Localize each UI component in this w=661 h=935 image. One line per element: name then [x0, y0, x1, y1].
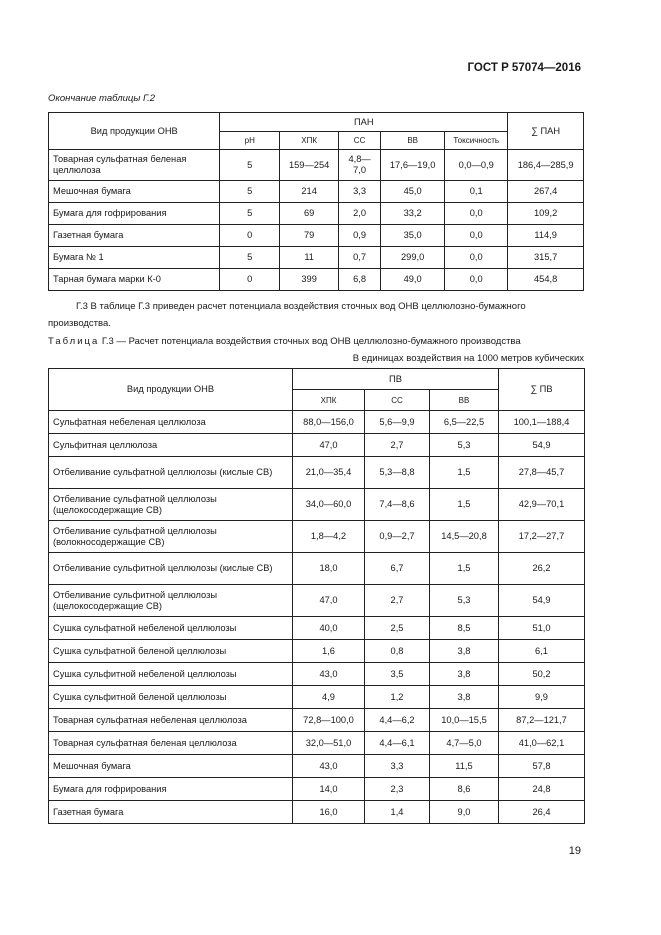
row-label-cell: Товарная сульфатная беленая целлюлоза [49, 732, 293, 755]
table-row [49, 150, 584, 181]
row-label-cell: Бумага для гофрирования [49, 203, 220, 225]
group-header-pv: ПВ [293, 369, 499, 390]
row-label-cell: Газетная бумага [49, 225, 220, 247]
value-cell: 3,8 [430, 663, 499, 686]
value-cell: 2,0 [339, 203, 381, 225]
table-row [49, 755, 585, 778]
value-cell: 1,8—4,2 [293, 521, 365, 553]
value-cell: 16,0 [293, 801, 365, 824]
table-row [49, 732, 585, 755]
column-header-ss: СС [365, 390, 430, 411]
row-label-cell: Отбеливание сульфатной целлюлозы (волокносодержащие СВ) [49, 521, 293, 553]
value-cell: 41,0—62,1 [499, 732, 585, 755]
value-cell: 4,8—7,0 [339, 150, 381, 181]
value-cell: 0,0—0,9 [445, 150, 508, 181]
value-cell: 3,8 [430, 686, 499, 709]
value-cell: 87,2—121,7 [499, 709, 585, 732]
value-cell: 0,0 [445, 269, 508, 291]
row-label-cell: Сушка сульфатной небеленой целлюлозы [49, 617, 293, 640]
column-header-vv: ВВ [381, 132, 445, 150]
table-g3-units: В единицах воздействия на 1000 метров кубических [352, 353, 584, 364]
value-cell: 1,4 [365, 801, 430, 824]
column-header-cod: ХПК [280, 132, 339, 150]
row-label-cell: Сушка сульфатной беленой целлюлозы [49, 640, 293, 663]
value-cell: 43,0 [293, 755, 365, 778]
row-label-cell: Товарная сульфатная небеленая целлюлоза [49, 709, 293, 732]
value-cell: 5,6—9,9 [365, 411, 430, 434]
value-cell: 5 [220, 247, 280, 269]
value-cell: 4,4—6,1 [365, 732, 430, 755]
row-label-cell: Отбеливание сульфатной целлюлозы (щелокосодержащие СВ) [49, 489, 293, 521]
value-cell: 0,0 [445, 225, 508, 247]
column-header-vv: ВВ [430, 390, 499, 411]
value-cell: 88,0—156,0 [293, 411, 365, 434]
table-row [49, 521, 585, 553]
value-cell: 47,0 [293, 585, 365, 617]
value-cell: 79 [280, 225, 339, 247]
value-cell: 72,8—100,0 [293, 709, 365, 732]
value-cell: 69 [280, 203, 339, 225]
doc-code-header: ГОСТ Р 57074—2016 [467, 62, 581, 74]
value-cell: 32,0—51,0 [293, 732, 365, 755]
column-header-toxicity: Токсичность [445, 132, 508, 150]
value-cell: 0,1 [445, 181, 508, 203]
row-label-cell: Мешочная бумага [49, 755, 293, 778]
group-header-pan: ПАН [220, 113, 508, 132]
value-cell: 2,7 [365, 585, 430, 617]
value-cell: 5 [220, 150, 280, 181]
value-cell: 57,8 [499, 755, 585, 778]
value-cell: 186,4—285,9 [508, 150, 584, 181]
value-cell: 40,0 [293, 617, 365, 640]
value-cell: 54,9 [499, 585, 585, 617]
value-cell: 33,2 [381, 203, 445, 225]
table-row [49, 489, 585, 521]
value-cell: 114,9 [508, 225, 584, 247]
value-cell: 0 [220, 269, 280, 291]
value-cell: 0 [220, 225, 280, 247]
table-row [49, 686, 585, 709]
value-cell: 10,0—15,5 [430, 709, 499, 732]
table-row [49, 269, 584, 291]
table-row [49, 457, 585, 489]
row-label-cell: Отбеливание сульфитной целлюлозы (щелокосодержащие СВ) [49, 585, 293, 617]
value-cell: 17,2—27,7 [499, 521, 585, 553]
table-g3 [48, 368, 585, 824]
row-label-cell: Бумага № 1 [49, 247, 220, 269]
value-cell: 0,0 [445, 247, 508, 269]
value-cell: 34,0—60,0 [293, 489, 365, 521]
table-row [49, 553, 585, 585]
value-cell: 8,5 [430, 617, 499, 640]
value-cell: 9,9 [499, 686, 585, 709]
value-cell: 1,6 [293, 640, 365, 663]
value-cell: 299,0 [381, 247, 445, 269]
value-cell: 1,5 [430, 553, 499, 585]
value-cell: 4,4—6,2 [365, 709, 430, 732]
row-label-cell: Отбеливание сульфатной целлюлозы (кислые СВ) [49, 457, 293, 489]
value-cell: 17,6—19,0 [381, 150, 445, 181]
value-cell: 0,0 [445, 203, 508, 225]
value-cell: 3,5 [365, 663, 430, 686]
value-cell: 3,3 [365, 755, 430, 778]
value-cell: 11 [280, 247, 339, 269]
value-cell: 0,8 [365, 640, 430, 663]
value-cell: 214 [280, 181, 339, 203]
value-cell: 8,6 [430, 778, 499, 801]
row-label-cell: Сульфатная небеленая целлюлоза [49, 411, 293, 434]
row-label-cell: Бумага для гофрирования [49, 778, 293, 801]
value-cell: 0,7 [339, 247, 381, 269]
table-row [49, 203, 584, 225]
value-cell: 3,3 [339, 181, 381, 203]
value-cell: 54,9 [499, 434, 585, 457]
table-row [49, 247, 584, 269]
table-g3-caption [48, 336, 521, 347]
value-cell: 0,9—2,7 [365, 521, 430, 553]
value-cell: 4,7—5,0 [430, 732, 499, 755]
value-cell: 100,1—188,4 [499, 411, 585, 434]
value-cell: 27,8—45,7 [499, 457, 585, 489]
table-row [49, 663, 585, 686]
table-row [49, 585, 585, 617]
column-header-cod: ХПК [293, 390, 365, 411]
value-cell: 50,2 [499, 663, 585, 686]
table-row [49, 640, 585, 663]
value-cell: 45,0 [381, 181, 445, 203]
value-cell: 2,5 [365, 617, 430, 640]
page-number: 19 [568, 845, 581, 857]
value-cell: 399 [280, 269, 339, 291]
table-row [49, 778, 585, 801]
table-row [49, 617, 585, 640]
value-cell: 51,0 [499, 617, 585, 640]
table-row [49, 709, 585, 732]
value-cell: 47,0 [293, 434, 365, 457]
value-cell: 49,0 [381, 269, 445, 291]
value-cell: 14,0 [293, 778, 365, 801]
value-cell: 9,0 [430, 801, 499, 824]
table-g2 [48, 112, 584, 291]
value-cell: 24,8 [499, 778, 585, 801]
value-cell: 3,8 [430, 640, 499, 663]
table-row [49, 434, 585, 457]
column-header-ph: рН [220, 132, 280, 150]
table-row [49, 181, 584, 203]
value-cell: 6,8 [339, 269, 381, 291]
value-cell: 5,3 [430, 585, 499, 617]
value-cell: 2,3 [365, 778, 430, 801]
column-header-product: Вид продукции ОНВ [49, 113, 220, 150]
value-cell: 1,2 [365, 686, 430, 709]
paragraph-g3-intro: Г.3 В таблице Г.3 приведен расчет потенциала воздействия сточных вод ОНВ целлюлозно-бумажного производства. [48, 301, 526, 329]
value-cell: 4,9 [293, 686, 365, 709]
value-cell: 454,8 [508, 269, 584, 291]
value-cell: 43,0 [293, 663, 365, 686]
value-cell: 26,2 [499, 553, 585, 585]
row-label-cell: Сульфитная целлюлоза [49, 434, 293, 457]
value-cell: 159—254 [280, 150, 339, 181]
value-cell: 2,7 [365, 434, 430, 457]
column-header-sum-pan: ∑ ПАН [508, 113, 584, 150]
value-cell: 6,1 [499, 640, 585, 663]
value-cell: 1,5 [430, 457, 499, 489]
table-g3-caption-label: Таблица [48, 336, 100, 347]
value-cell: 18,0 [293, 553, 365, 585]
column-header-sum-pv: ∑ ПВ [499, 369, 585, 411]
row-label-cell: Сушка сульфитной беленой целлюлозы [49, 686, 293, 709]
value-cell: 21,0—35,4 [293, 457, 365, 489]
row-label-cell: Товарная сульфатная беленая целлюлоза [49, 150, 220, 181]
row-label-cell: Мешочная бумага [49, 181, 220, 203]
value-cell: 1,5 [430, 489, 499, 521]
value-cell: 11,5 [430, 755, 499, 778]
value-cell: 315,7 [508, 247, 584, 269]
value-cell: 5 [220, 203, 280, 225]
table-row [49, 225, 584, 247]
column-header-ss: СС [339, 132, 381, 150]
value-cell: 267,4 [508, 181, 584, 203]
value-cell: 6,7 [365, 553, 430, 585]
column-header-product: Вид продукции ОНВ [49, 369, 293, 411]
value-cell: 7,4—8,6 [365, 489, 430, 521]
row-label-cell: Сушка сульфитной небеленой целлюлозы [49, 663, 293, 686]
value-cell: 14,5—20,8 [430, 521, 499, 553]
row-label-cell: Тарная бумага марки К-0 [49, 269, 220, 291]
table-row [49, 801, 585, 824]
value-cell: 5,3 [430, 434, 499, 457]
table-row [49, 411, 585, 434]
value-cell: 5,3—8,8 [365, 457, 430, 489]
row-label-cell: Отбеливание сульфитной целлюлозы (кислые СВ) [49, 553, 293, 585]
value-cell: 35,0 [381, 225, 445, 247]
row-label-cell: Газетная бумага [49, 801, 293, 824]
value-cell: 5 [220, 181, 280, 203]
value-cell: 26,4 [499, 801, 585, 824]
value-cell: 42,9—70,1 [499, 489, 585, 521]
value-cell: 6,5—22,5 [430, 411, 499, 434]
value-cell: 109,2 [508, 203, 584, 225]
value-cell: 0,9 [339, 225, 381, 247]
table-g2-caption: Окончание таблицы Г.2 [48, 93, 156, 104]
table-g3-caption-text: Г.3 — Расчет потенциала воздействия сточных вод ОНВ целлюлозно-бумажного производства [101, 336, 521, 347]
